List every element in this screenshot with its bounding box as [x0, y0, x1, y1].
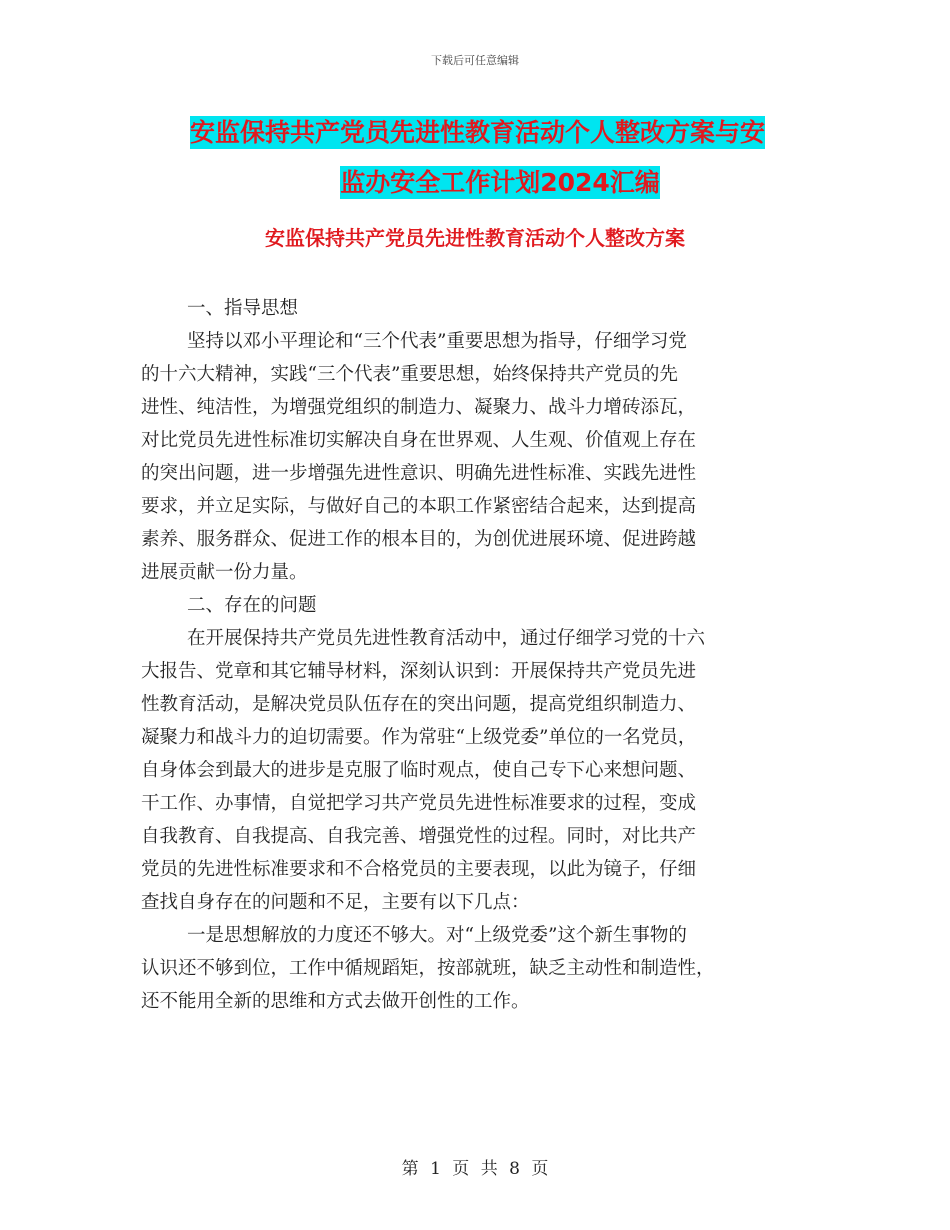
paragraph-line: 性教育活动，是解决党员队伍存在的突出问题，提高党组织制造力、: [141, 694, 697, 715]
paragraph-line: 要求，并立足实际，与做好自己的本职工作紧密结合起来，达到提高: [141, 496, 697, 517]
page-number-footer: 第 1 页 共 8 页: [401, 1159, 549, 1179]
paragraph-line: 在开展保持共产党员先进性教育活动中，通过仔细学习党的十六: [187, 628, 706, 649]
document-title: [190, 108, 810, 208]
paragraph-line: 的十六大精神，实践“三个代表”重要思想，始终保持共产党员的先: [141, 364, 678, 385]
body-text: [141, 292, 801, 1018]
paragraph-line: 干工作、办事情，自觉把学习共产党员先进性标准要求的过程，变成: [141, 793, 697, 814]
paragraph-line: 自我教育、自我提高、自我完善、增强党性的过程。同时，对比共产: [141, 826, 697, 847]
paragraph-line: 查找自身存在的问题和不足，主要有以下几点：: [141, 892, 530, 913]
header-note: 下载后可任意编辑: [431, 54, 519, 67]
paragraph-line: 大报告、党章和其它辅导材料，深刻认识到：开展保持共产党员先进: [141, 661, 697, 682]
paragraph-line: 进性、纯洁性，为增强党组织的制造力、凝聚力、战斗力增砖添瓦，: [141, 397, 697, 418]
paragraph-line: 素养、服务群众、促进工作的根本目的，为创优进展环境、促进跨越: [141, 529, 697, 550]
heading-existing-problems: 二、存在的问题: [187, 595, 317, 616]
section-title: 安监保持共产党员先进性教育活动个人整改方案: [265, 226, 685, 250]
paragraph-line: 凝聚力和战斗力的迫切需要。作为常驻“上级党委”单位的一名党员，: [141, 727, 697, 748]
paragraph-line: 党员的先进性标准要求和不合格党员的主要表现，以此为镜子，仔细: [141, 859, 697, 880]
title-line-2: 监办安全工作计划2024汇编: [340, 168, 660, 197]
paragraph-line: 对比党员先进性标准切实解决自身在世界观、人生观、价值观上存在: [141, 430, 697, 451]
heading-guiding-thought: 一、指导思想: [187, 298, 299, 319]
paragraph-line: 进展贡献一份力量。: [141, 562, 308, 583]
paragraph-line: 还不能用全新的思维和方式去做开创性的工作。: [141, 991, 530, 1012]
paragraph-line: 认识还不够到位，工作中循规蹈矩，按部就班，缺乏主动性和制造性，: [141, 958, 715, 979]
title-line-1: 安监保持共产党员先进性教育活动个人整改方案与安: [190, 118, 766, 147]
paragraph-line: 自身体会到最大的进步是克服了临时观点，使自己专下心来想问题、: [141, 760, 697, 781]
paragraph-line: 一是思想解放的力度还不够大。对“上级党委”这个新生事物的: [187, 925, 687, 946]
paragraph-line: 坚持以邓小平理论和“三个代表”重要思想为指导，仔细学习党: [187, 331, 687, 352]
paragraph-line: 的突出问题，进一步增强先进性意识、明确先进性标准、实践先进性: [141, 463, 697, 484]
